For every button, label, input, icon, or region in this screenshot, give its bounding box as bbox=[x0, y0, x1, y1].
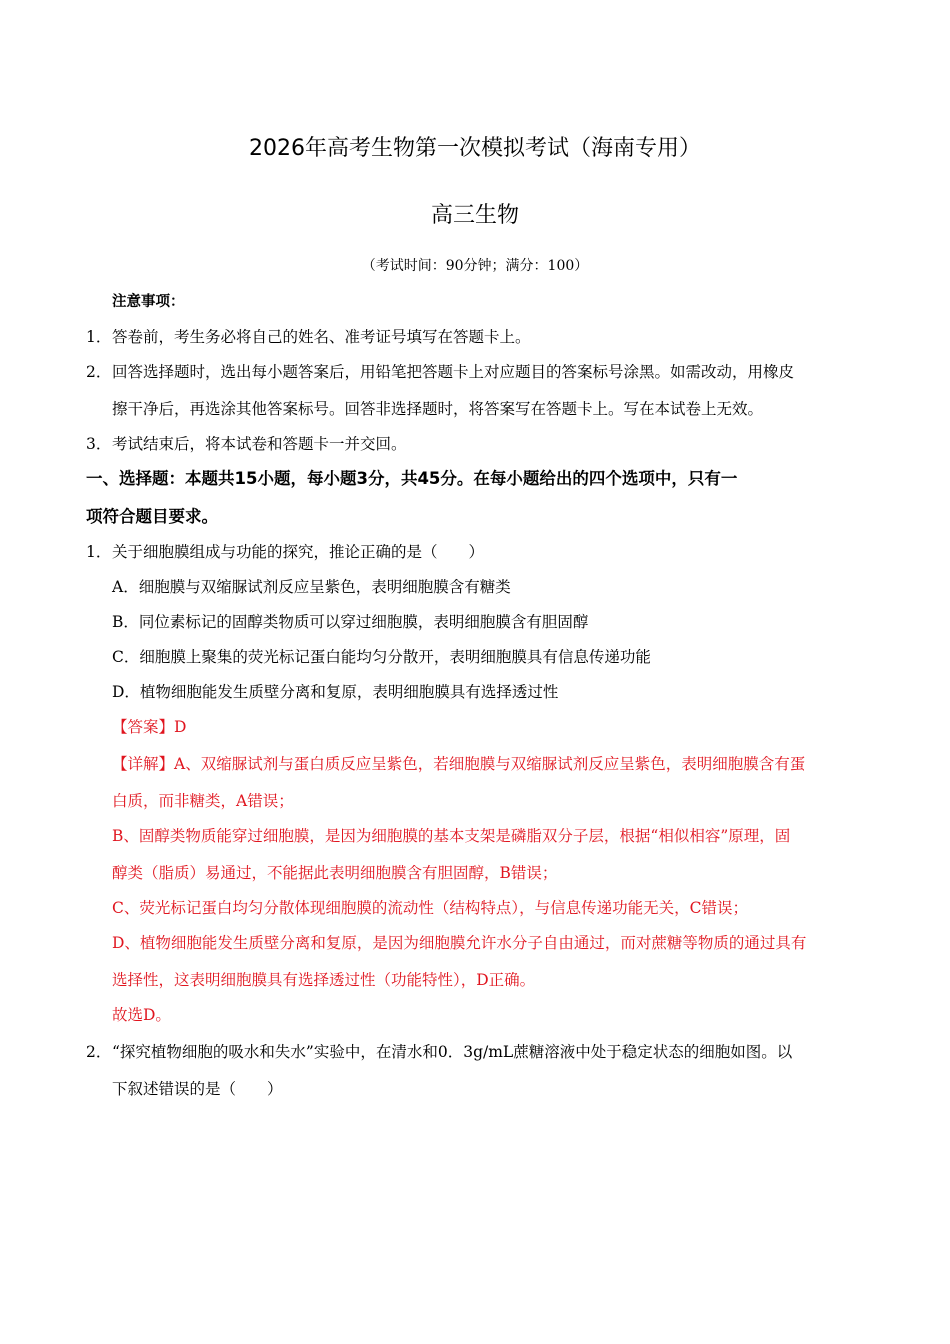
note-text-continued: 擦干净后，再选涂其他答案标号。回答非选择题时，将答案写在答题卡上。写在本试卷上无效。 bbox=[112, 400, 764, 418]
note-item bbox=[86, 361, 794, 383]
question-number: 1． bbox=[86, 543, 112, 561]
page-title: 2026年高考生物第一次模拟考试（海南专用） bbox=[249, 136, 701, 161]
exam-info: （考试时间：90分钟；满分：100） bbox=[361, 258, 589, 274]
explanation-line: 醇类（脂质）易通过，不能据此表明细胞膜含有胆固醇，B错误； bbox=[112, 864, 558, 882]
note-text: 答卷前，考生务必将自己的姓名、准考证号填写在答题卡上。 bbox=[112, 328, 531, 346]
question-stem bbox=[86, 541, 484, 563]
section-heading-continued: 项符合题目要求。 bbox=[86, 507, 218, 526]
explanation-line: B、固醇类物质能穿过细胞膜，是因为细胞膜的基本支架是磷脂双分子层，根据“相似相容”原理，固 bbox=[112, 827, 791, 845]
option-b: B．同位素标记的固醇类物质可以穿过细胞膜，表明细胞膜含有胆固醇 bbox=[112, 613, 589, 631]
option-d: D．植物细胞能发生质壁分离和复原，表明细胞膜具有选择透过性 bbox=[112, 683, 559, 701]
question-number: 2． bbox=[86, 1043, 112, 1061]
conclusion-line: 故选D。 bbox=[112, 1006, 171, 1024]
question-stem bbox=[86, 1041, 792, 1063]
explanation-line: D、植物细胞能发生质壁分离和复原，是因为细胞膜允许水分子自由通过，而对蔗糖等物质的通过具有 bbox=[112, 934, 807, 952]
note-item bbox=[86, 433, 407, 455]
question-text: “探究植物细胞的吸水和失水”实验中，在清水和0．3g/mL蔗糖溶液中处于稳定状态的细胞如图。以 bbox=[112, 1043, 793, 1061]
note-number: 3． bbox=[86, 435, 112, 453]
note-item bbox=[86, 326, 531, 348]
note-text: 回答选择题时，选出每小题答案后，用铅笔把答题卡上对应题目的答案标号涂黑。如需改动，用橡皮 bbox=[112, 363, 795, 381]
note-number: 2． bbox=[86, 363, 112, 381]
note-number: 1． bbox=[86, 328, 112, 346]
explanation-line: 【详解】A、双缩脲试剂与蛋白质反应呈紫色，若细胞膜与双缩脲试剂反应呈紫色，表明细胞膜含有蛋 bbox=[112, 755, 806, 773]
question-text: 关于细胞膜组成与功能的探究，推论正确的是（ ） bbox=[112, 543, 485, 561]
note-text: 考试结束后，将本试卷和答题卡一并交回。 bbox=[112, 435, 407, 453]
explanation-line: C、荧光标记蛋白均匀分散体现细胞膜的流动性（结构特点），与信息传递功能无关，C错误； bbox=[112, 899, 748, 917]
page-subtitle: 高三生物 bbox=[430, 203, 519, 228]
notes-heading: 注意事项： bbox=[112, 294, 185, 310]
option-c: C．细胞膜上聚集的荧光标记蛋白能均匀分散开，表明细胞膜具有信息传递功能 bbox=[112, 648, 651, 666]
option-a: A．细胞膜与双缩脲试剂反应呈紫色，表明细胞膜含有糖类 bbox=[112, 578, 511, 596]
answer-line: 【答案】D bbox=[112, 718, 187, 736]
section-heading: 一、选择题：本题共15小题，每小题3分，共45分。在每小题给出的四个选项中，只有一 bbox=[86, 469, 738, 488]
explanation-line: 选择性，这表明细胞膜具有选择透过性（功能特性），D正确。 bbox=[112, 971, 536, 989]
question-text-continued: 下叙述错误的是（ ） bbox=[112, 1080, 283, 1098]
explanation-line: 白质，而非糖类，A错误； bbox=[112, 792, 294, 810]
